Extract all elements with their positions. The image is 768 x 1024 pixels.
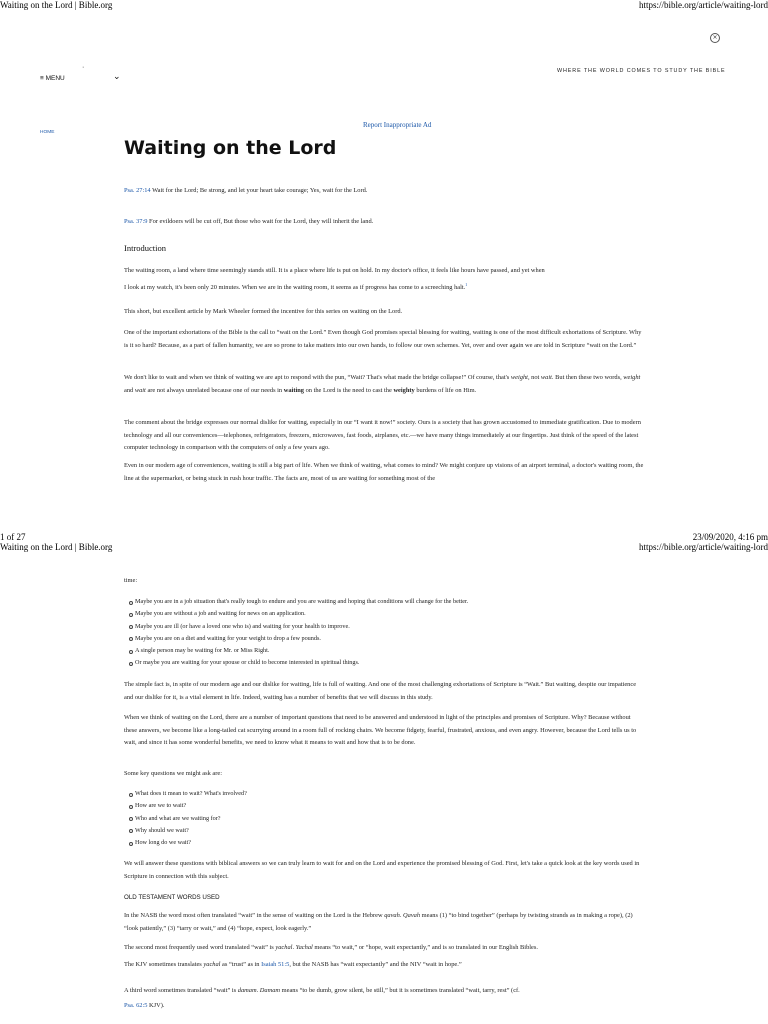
list-item: Who and what are we waiting for? [124, 813, 684, 825]
list-item: Maybe you are ill (or have a loved one who is) and waiting for your health to improve. [124, 621, 684, 633]
report-ad-link[interactable]: Report Inappropriate Ad [363, 121, 432, 129]
pdf-header-title: Waiting on the Lord | Bible.org [0, 0, 113, 10]
scripture-link[interactable]: Psa. 62:5 [124, 1002, 148, 1009]
paragraph: The waiting room, a land where time seemingly stands still. It is a place where life is put on hold. In my doctor's office, it feels like hours have passed, and yet when [124, 267, 545, 274]
section-heading-ot-words: OLD TESTAMENT WORDS USED [124, 894, 220, 901]
paragraph: The second most frequently used word translated “wait” is yachal. Yachal means “to wait,” or “hope, wait expectantly,” and is so translated in our English Bibles. [124, 944, 538, 951]
paragraph: When we think of waiting on the Lord, there are a number of important questions that need to be answered and understood in light of the principles and promises of Scripture. Why? Because without these answers, we become like a long-tailed cat scurrying around in a room full of rocking chairs. We become fidgety, fearful, frustrated, anxious, and even angry. However, because the Lord tells us to wait, and since it has some wonderful benefits, we need to know what it means to wait and how that is to be done. [124, 714, 637, 747]
breadcrumb-home[interactable]: HOME [40, 130, 55, 135]
paragraph: This short, but excellent article by Mark Wheeler formed the incentive for this series on waiting on the Lord. [124, 308, 403, 315]
chevron-down-icon[interactable]: ⌄ [113, 71, 121, 81]
list-item: Maybe you are on a diet and waiting for your weight to drop a few pounds. [124, 633, 684, 645]
pdf-footer-page: 1 of 27 [0, 532, 26, 542]
menu-button[interactable]: ≡ MENU [40, 75, 65, 82]
section-heading-introduction: Introduction [124, 243, 167, 253]
pdf-header-url: https://bible.org/article/waiting-lord [638, 0, 768, 10]
paragraph: I look at my watch, it's been only 20 minutes. When we are in the waiting room, it seems as if progress has come to a screeching halt.$^1$ [124, 282, 468, 292]
verse-psa-37-9: Psa. 37:9 For evildoers will be cut off, But those who wait for the Lord, they will inherit the land. [124, 218, 374, 225]
scripture-link[interactable]: Isaiah 51:5 [261, 961, 290, 968]
pdf-header-title: Waiting on the Lord | Bible.org [0, 542, 113, 552]
paragraph: Even in our modern age of conveniences, waiting is still a big part of life. When we think of waiting, what comes to mind? We might conjure up visions of an airport terminal, a doctor's waiting room, the line at the supermarket, or being stuck in rush hour traffic. The facts are, most of us are waiting for something most of the [124, 462, 644, 482]
paragraph: We will answer these questions with biblical answers so we can truly learn to wait for and on the Lord and experience the promised blessing of God. First, let's take a quick look at the key words used in Scripture in connection with this subject. [124, 860, 640, 880]
list-item: How are we to wait? [124, 800, 684, 812]
site-tagline: WHERE THE WORLD COMES TO STUDY THE BIBLE [557, 68, 726, 74]
pdf-footer-date: 23/09/2020, 4:16 pm [692, 532, 768, 542]
paragraph: The KJV sometimes translates yachal as “trust” as in Isaiah 51:5, but the NASB has “wait expectantly” and the NIV “wait in hope.” [124, 961, 462, 968]
list-item: What does it mean to wait? What's involved? [124, 788, 684, 800]
paragraph: time: [124, 577, 138, 584]
paragraph: The simple fact is, in spite of our modern age and our dislike for waiting, life is full of waiting. And one of the most challenging exhortations of Scripture is “Wait.” But waiting, despite our impatience and our dislike for it, is a vital element in life. Indeed, waiting has a number of benefits that we will discuss in this study. [124, 681, 637, 701]
paragraph: In the NASB the word most often translated “wait” in the sense of waiting on the Lord is the Hebrew qavah. Qavah means (1) “to bind together” (perhaps by twisting strands as in making a rope), (2) “look patiently,” (3) “tarry or wait,” and (4) “hope, expect, look eagerly.” [124, 912, 633, 932]
list-item: Why should we wait? [124, 825, 684, 837]
paragraph: One of the important exhortations of the Bible is the call to “wait on the Lord.” Even though God promises special blessing for waiting, waiting is one of the most difficult exhortations of Scripture. Why is it so hard? Because, as a part of fallen humanity, we are so prone to take matters into our own hands, to follow our own schemes. Yet, over and over again we are told in Scripture “wait on the Lord.” [124, 329, 642, 349]
menu-dot: · [82, 64, 85, 71]
pdf-header-url: https://bible.org/article/waiting-lord [638, 542, 768, 552]
page-title: Waiting on the Lord [124, 137, 337, 159]
paragraph: A third word sometimes translated “wait” is damam. Damam means “to be dumb, grow silent, be still,” but it is sometimes translated “wait, tarry, rest” (cf. [124, 987, 520, 994]
paragraph: The comment about the bridge expresses our normal dislike for waiting, especially in our “I want it now!” society. Ours is a society that has grown accustomed to immediate gratification. Due to modern technology and all our conveniences—telephones, refrigerators, freezers, microwaves, fast foods, airplanes, etc.—we have many things immediately at our fingertips. Just think of the speed of the latest computer technology in comparison with the computers of only a few years ago. [124, 419, 641, 452]
list-item: Or maybe you are waiting for your spouse or child to become interested in spiritual things. [124, 657, 684, 669]
close-icon[interactable]: × [710, 33, 720, 43]
paragraph: We don't like to wait and when we think of waiting we are apt to respond with the pun, “Wait? That's what made the bridge collapse!” Of course, that's weight, not wait. But then these two words, weight and wait are not always unrelated because one of our needs in waiting on the Lord is the need to cast the weighty burdens of life on Him. [124, 374, 641, 394]
list-item: How long do we wait? [124, 837, 684, 849]
scripture-link[interactable]: Psa. 37:9 [124, 218, 148, 225]
paragraph: Psa. 62:5 KJV). [124, 1002, 165, 1009]
paragraph: Some key questions we might ask are: [124, 770, 222, 777]
footnote-link[interactable]: 1 [465, 282, 468, 287]
bullet-list [124, 596, 684, 670]
verse-psa-27-14: Psa. 27:14 Wait for the Lord; Be strong, and let your heart take courage; Yes, wait for the Lord. [124, 187, 368, 194]
list-item: A single person may be waiting for Mr. or Miss Right. [124, 645, 684, 657]
scripture-link[interactable]: Psa. 27:14 [124, 187, 151, 194]
list-item: Maybe you are without a job and waiting for news on an application. [124, 608, 684, 620]
bullet-list [124, 788, 684, 849]
list-item: Maybe you are in a job situation that's really tough to endure and you are waiting and hoping that conditions will change for the better. [124, 596, 684, 608]
